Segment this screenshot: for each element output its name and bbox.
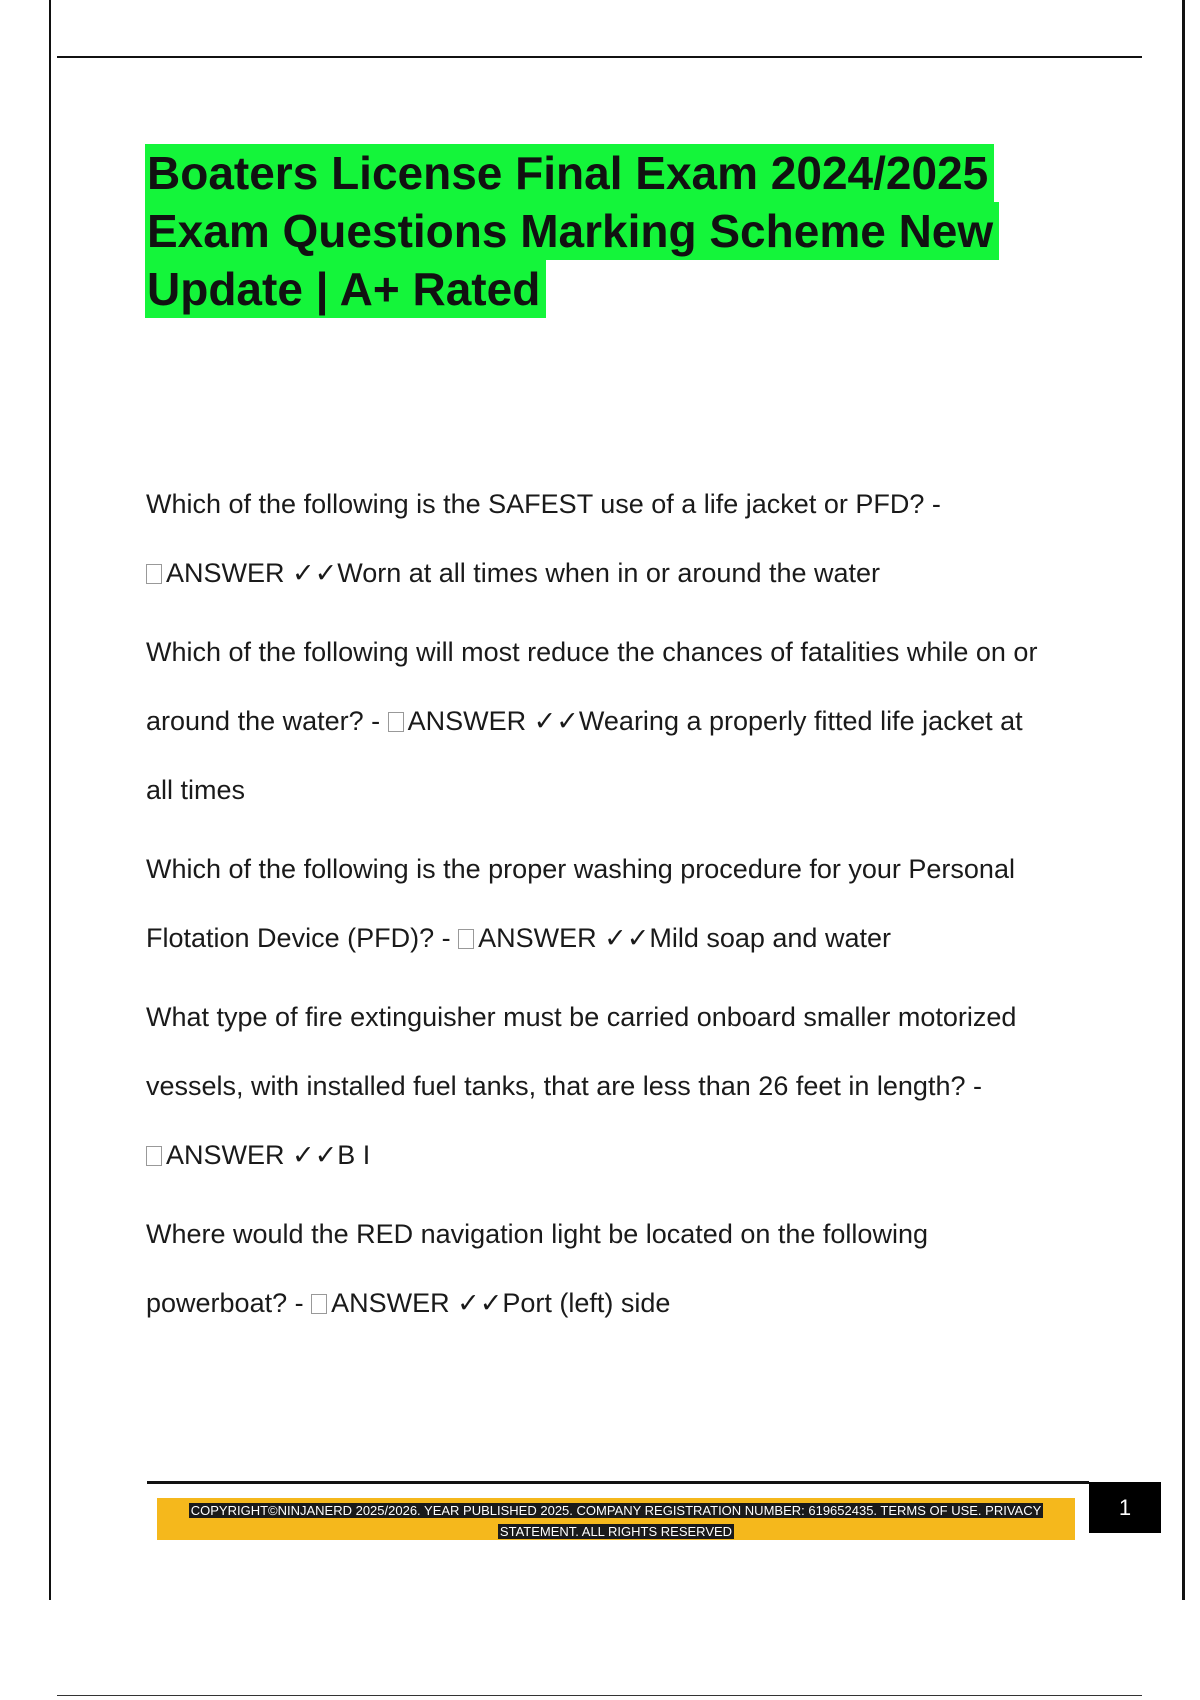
- question-text: Flotation Device (PFD)? -: [146, 923, 459, 953]
- title-line-3: Update | A+ Rated: [145, 260, 546, 318]
- answer-text: ANSWER ✓✓Mild soap and water: [478, 923, 891, 953]
- answer-line: [146, 539, 1106, 608]
- qa-item-5: [146, 1200, 1106, 1338]
- copyright-notice: [170, 1500, 1062, 1542]
- copyright-line-2: STATEMENT. ALL RIGHTS RESERVED: [499, 1524, 733, 1539]
- question-answer-line: [146, 904, 1106, 973]
- question-text: Which of the following is the SAFEST use of a life jacket or PFD? -: [146, 489, 941, 519]
- answer-text: ANSWER ✓✓B I: [166, 1140, 371, 1170]
- checkbox-glyph-icon: [458, 929, 474, 949]
- footer-rule: [147, 1481, 1089, 1484]
- title-line-2: Exam Questions Marking Scheme New: [145, 202, 999, 260]
- page-border-left: [49, 0, 51, 1600]
- checkbox-glyph-icon: [388, 712, 404, 732]
- question-text: powerboat? -: [146, 1288, 312, 1318]
- question-text: Which of the following is the proper washing procedure for your Personal: [146, 854, 1015, 884]
- copyright-line-1: COPYRIGHT©NINJANERD 2025/2026. YEAR PUBLISHED 2025. COMPANY REGISTRATION NUMBER: 619652435. TERMS OF USE. PRIVACY: [190, 1503, 1042, 1518]
- checkbox-glyph-icon: [146, 1146, 162, 1166]
- qa-item-2: [146, 618, 1106, 825]
- question-answer-line: [146, 1269, 1106, 1338]
- qa-item-1: [146, 470, 1106, 608]
- qa-item-3: [146, 835, 1106, 973]
- question-text: vessels, with installed fuel tanks, that are less than 26 feet in length? -: [146, 1071, 982, 1101]
- question-answer-list: [146, 470, 1106, 1348]
- answer-text: ANSWER ✓✓Wearing a properly fitted life jacket at: [407, 706, 1023, 736]
- checkbox-glyph-icon: [311, 1294, 327, 1314]
- page-border-right: [1182, 0, 1185, 1600]
- checkbox-glyph-icon: [146, 564, 162, 584]
- question-text: around the water? -: [146, 706, 388, 736]
- question-answer-line: [146, 687, 1106, 756]
- qa-item-4: [146, 983, 1106, 1190]
- question-text: What type of fire extinguisher must be carried onboard smaller motorized: [146, 1002, 1017, 1032]
- question-text: Where would the RED navigation light be located on the following: [146, 1219, 928, 1249]
- title-line-1: Boaters License Final Exam 2024/2025: [145, 144, 994, 202]
- page-number: 1: [1089, 1482, 1161, 1533]
- header-rule: [57, 56, 1142, 58]
- question-text: Which of the following will most reduce the chances of fatalities while on or: [146, 637, 1038, 667]
- answer-text: all times: [146, 775, 246, 805]
- next-page-rule: [57, 1695, 1142, 1696]
- answer-line: [146, 1121, 1106, 1190]
- document-title: [145, 144, 1065, 318]
- answer-text: ANSWER ✓✓Port (left) side: [331, 1288, 671, 1318]
- answer-text: ANSWER ✓✓Worn at all times when in or around the water: [166, 558, 881, 588]
